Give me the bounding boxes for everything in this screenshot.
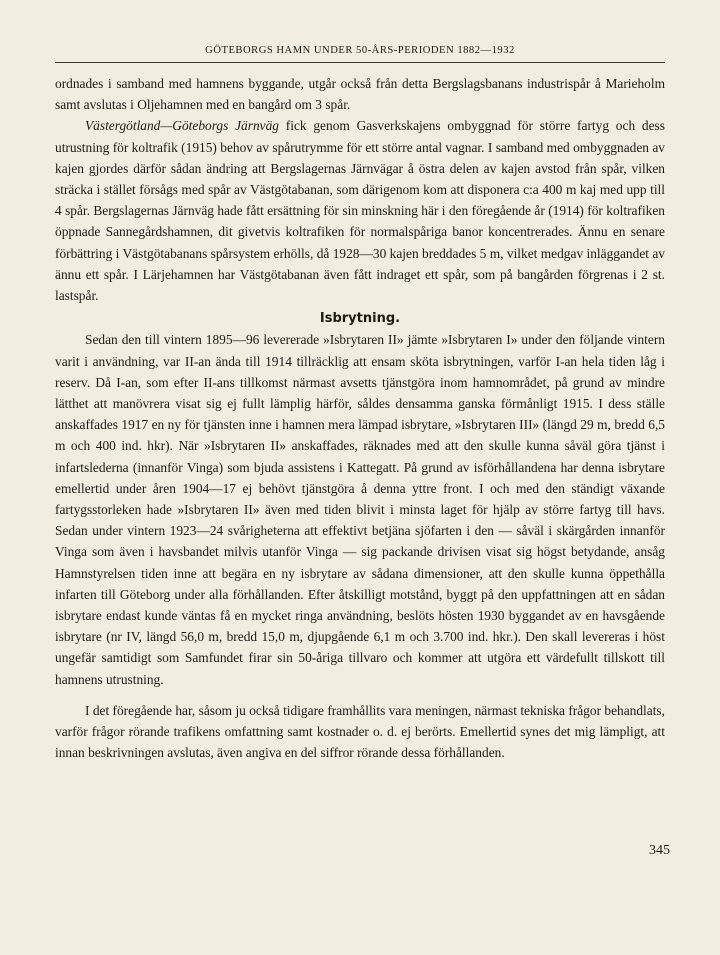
paragraph-vastgotabanan-text: fick genom Gasverkskajens ombyggnad för större fartyg och dess utrustning för koltrafik (1915) behov av spårutrymme för ett större antal vagnar. I samband med ombyggnaden av kajen gjordes därför sådan ändring att Bergslagernas Järnvägar å östra delen av kajen avstod från spår, vilken sträcka i stället försågs med spår av Västgötabanan, som därigenom kom att disponera c:a 400 m kaj med upp till 4 spår. Bergslagernas Järnväg hade fått ersättning för sin minskning här i den föregående år (1914) för koltrafiken öppnade Sannegårdshamnen, dit givetvis koltrafiken för normalspåriga banor koncentrerades. Ännu en senare förbättring i Västgötabanans spårsystem erhölls, då 1928—30 kajen breddades 5 m, vilket medgav inläggandet av ännu ett spår. I Lärjehamnen har Västgötabanan även fått indraget ett spår, som på bangården förgrenas i 2 st. lastspår. [55, 118, 665, 304]
paragraph-continuation: ordnades i samband med hamnens byggande, utgår också från detta Bergslagsbanans industrispår å Marieholm samt avslutas i Oljehamnen med en bangård om 3 spår. [55, 76, 665, 113]
body-text [55, 73, 665, 764]
paragraph-isbrytning: Sedan den till vintern 1895—96 levererade »Isbrytaren II» jämte »Isbrytaren I» under den följande vintern varit i användning, var II-an ända till 1914 tillräcklig att ensam sköta isbrytningen, varför I-an hela tiden låg i reserv. Då I-an, som efter II-ans tillkomst närmast avsetts tjänstgöra inom hamnområdet, på grund av mindre lätthet att manövrera visat sig ej fullt lämplig härför, såldes densamma ganska förmånligt 1915. I dess ställe anskaffades 1917 en ny för tjänsten inne i hamnen mera lämpad isbrytare, »Isbrytaren III» (längd 29 m, bredd 6,5 m och 400 ind. hkr). När »Isbrytaren II» anskaffades, räknades med att den skulle kunna såväl göra tjänst i infartslederna (innanför Vinga) som bjuda assistens i Kattegatt. På grund av isförhållandena har denna isbrytare emellertid under åren 1904—17 ej behövt tjänstgöra å denna yttre front. I och med den ständigt växande fartygsstorleken hade »Isbrytaren II» även med tiden blivit i minsta laget för hjälp av större fartyg till havs. Sedan under vintern 1923—24 svårigheterna att effektivt betjäna sjöfarten i den — såväl i skärgården innanför Vinga som även i havsbandet milvis utanför Vinga — sig packande drivisen visat sig högst betydande, ansåg Hamnstyrelsen tiden inne att begära en ny isbrytare av sådana dimensioner, att den skulle kunna öppethålla infarten till Göteborg under alla förhållanden. Efter åtskilligt motstånd, byggt på den uppfattningen att en sådan isbrytare endast kunde väntas få en mycket ringa användning, beslöts hösten 1930 byggandet av en havsgående isbrytare (nr IV, längd 56,0 m, bredd 15,0 m, djupgående 6,1 m och 3.700 ind. hkr.). Den skall levereras i höst ungefär samtidigt som Samfundet firar sin 50-åriga tillvaro och kommer att utgöra ett värdefullt tillskott till hamnens utrustning. [55, 332, 665, 687]
section-heading: Isbrytning. [319, 311, 401, 327]
paragraph-closing: I det föregående har, såsom ju också tidigare framhållits vara meningen, närmast tekniska frågor behandlats, varför frågor rörande trafikens omfattning samt kostnader o. d. ej berörts. Emellertid synes det mig lämpligt, att innan beskrivningen avslutas, även angiva en del siffror rörande dessa förhållanden. [55, 702, 665, 761]
page-number: 345 [649, 843, 670, 858]
running-head: GÖTEBORGS HAMN UNDER 50-ÅRS-PERIODEN 1882—1932 [205, 45, 515, 56]
railway-name-italic: Västergötland—Göteborgs Järnväg [85, 118, 279, 134]
paragraph-vastgotabanan [55, 115, 665, 306]
header-rule [55, 62, 665, 63]
